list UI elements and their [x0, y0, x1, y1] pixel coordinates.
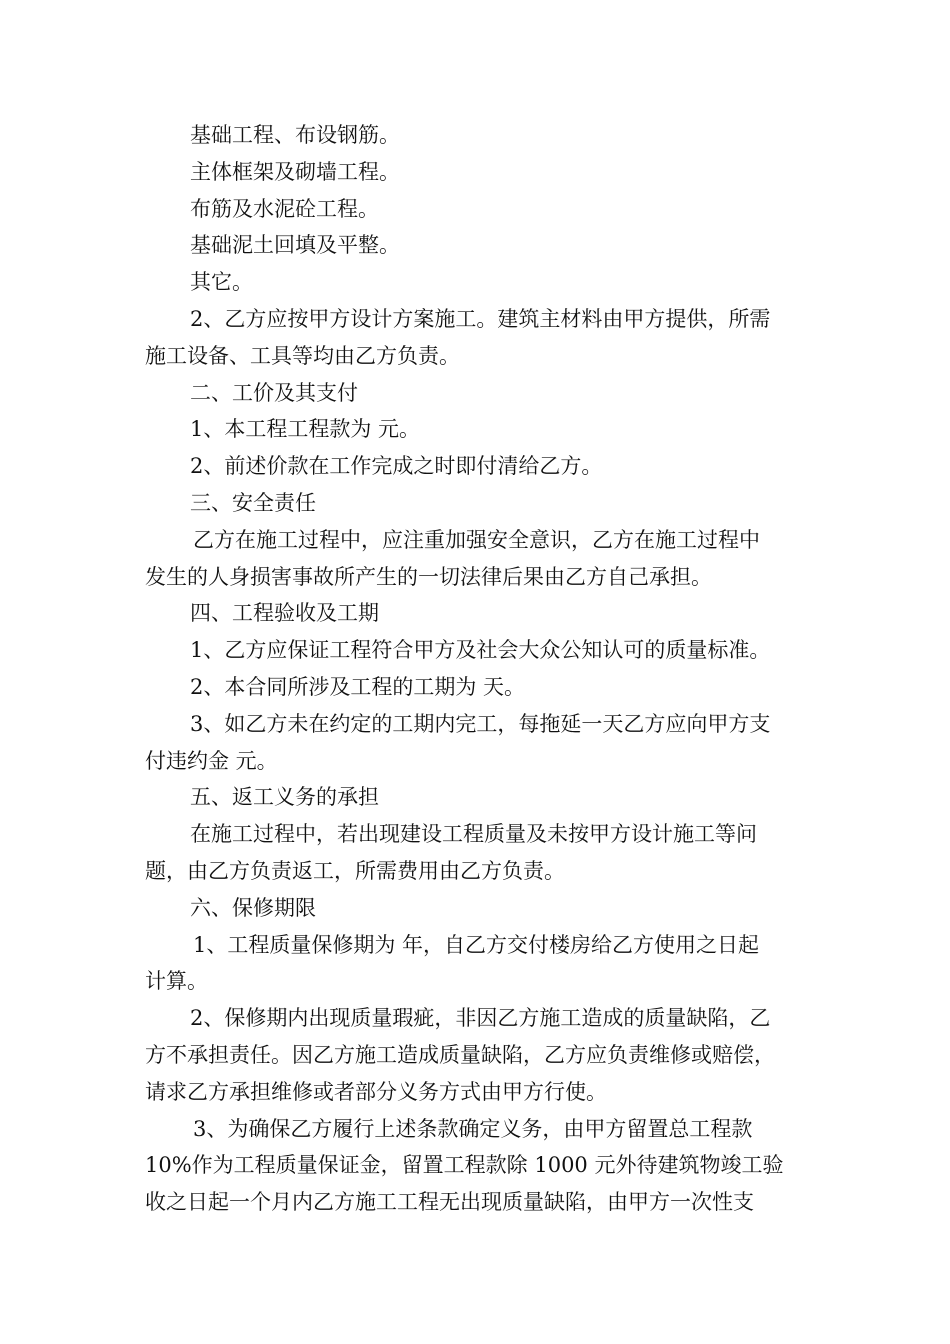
- text-line: 2、前述价款在工作完成之时即付清给乙方。: [190, 454, 603, 479]
- text-line: 10%作为工程质量保证金，留置工程款除 1000 元外待建筑物竣工验: [145, 1153, 784, 1178]
- text-line: 2、乙方应按甲方设计方案施工。建筑主材料由甲方提供，所需: [190, 306, 771, 331]
- text-line: 题，由乙方负责返工，所需费用由乙方负责。: [145, 858, 565, 883]
- section-heading: 二、工价及其支付: [190, 380, 358, 405]
- text-line: 方不承担责任。因乙方施工造成质量缺陷，乙方应负责维修或赔偿，: [145, 1042, 775, 1067]
- text-line: 施工设备、工具等均由乙方负责。: [145, 343, 460, 368]
- text-line: 1、本工程工程款为 元。: [190, 417, 421, 442]
- text-line: 发生的人身损害事故所产生的一切法律后果由乙方自己承担。: [145, 564, 712, 589]
- text-line: 乙方在施工过程中，应注重加强安全意识，乙方在施工过程中: [193, 527, 760, 552]
- text-line: 基础泥土回填及平整。: [190, 233, 400, 258]
- text-line: 付违约金 元。: [145, 748, 278, 773]
- text-line: 计算。: [145, 969, 208, 994]
- text-line: 2、本合同所涉及工程的工期为 天。: [190, 674, 526, 699]
- section-heading: 四、工程验收及工期: [190, 601, 379, 626]
- text-line: 1、工程质量保修期为 年，自乙方交付楼房给乙方使用之日起: [193, 932, 760, 957]
- text-line: 布筋及水泥砼工程。: [190, 196, 379, 221]
- document-body: [145, 117, 810, 1221]
- text-line: 在施工过程中，若出现建设工程质量及未按甲方设计施工等问: [190, 822, 757, 847]
- text-line: 3、如乙方未在约定的工期内完工，每拖延一天乙方应向甲方支: [190, 711, 771, 736]
- text-line: 基础工程、布设钢筋。: [190, 123, 400, 147]
- text-line: 2、保修期内出现质量瑕疵，非因乙方施工造成的质量缺陷，乙: [190, 1006, 771, 1031]
- text-line: 3、为确保乙方履行上述条款确定义务，由甲方留置总工程款: [193, 1116, 753, 1141]
- text-line: 主体框架及砌墙工程。: [190, 159, 400, 184]
- section-heading: 六、保修期限: [190, 895, 316, 920]
- text-line: 请求乙方承担维修或者部分义务方式由甲方行使。: [145, 1079, 607, 1104]
- text-line: 1、乙方应保证工程符合甲方及社会大众公知认可的质量标准。: [190, 638, 771, 663]
- text-line: 收之日起一个月内乙方施工工程无出现质量缺陷，由甲方一次性支: [145, 1190, 754, 1215]
- text-line: 其它。: [190, 270, 253, 295]
- section-heading: 五、返工义务的承担: [190, 785, 379, 810]
- section-heading: 三、安全责任: [190, 490, 316, 515]
